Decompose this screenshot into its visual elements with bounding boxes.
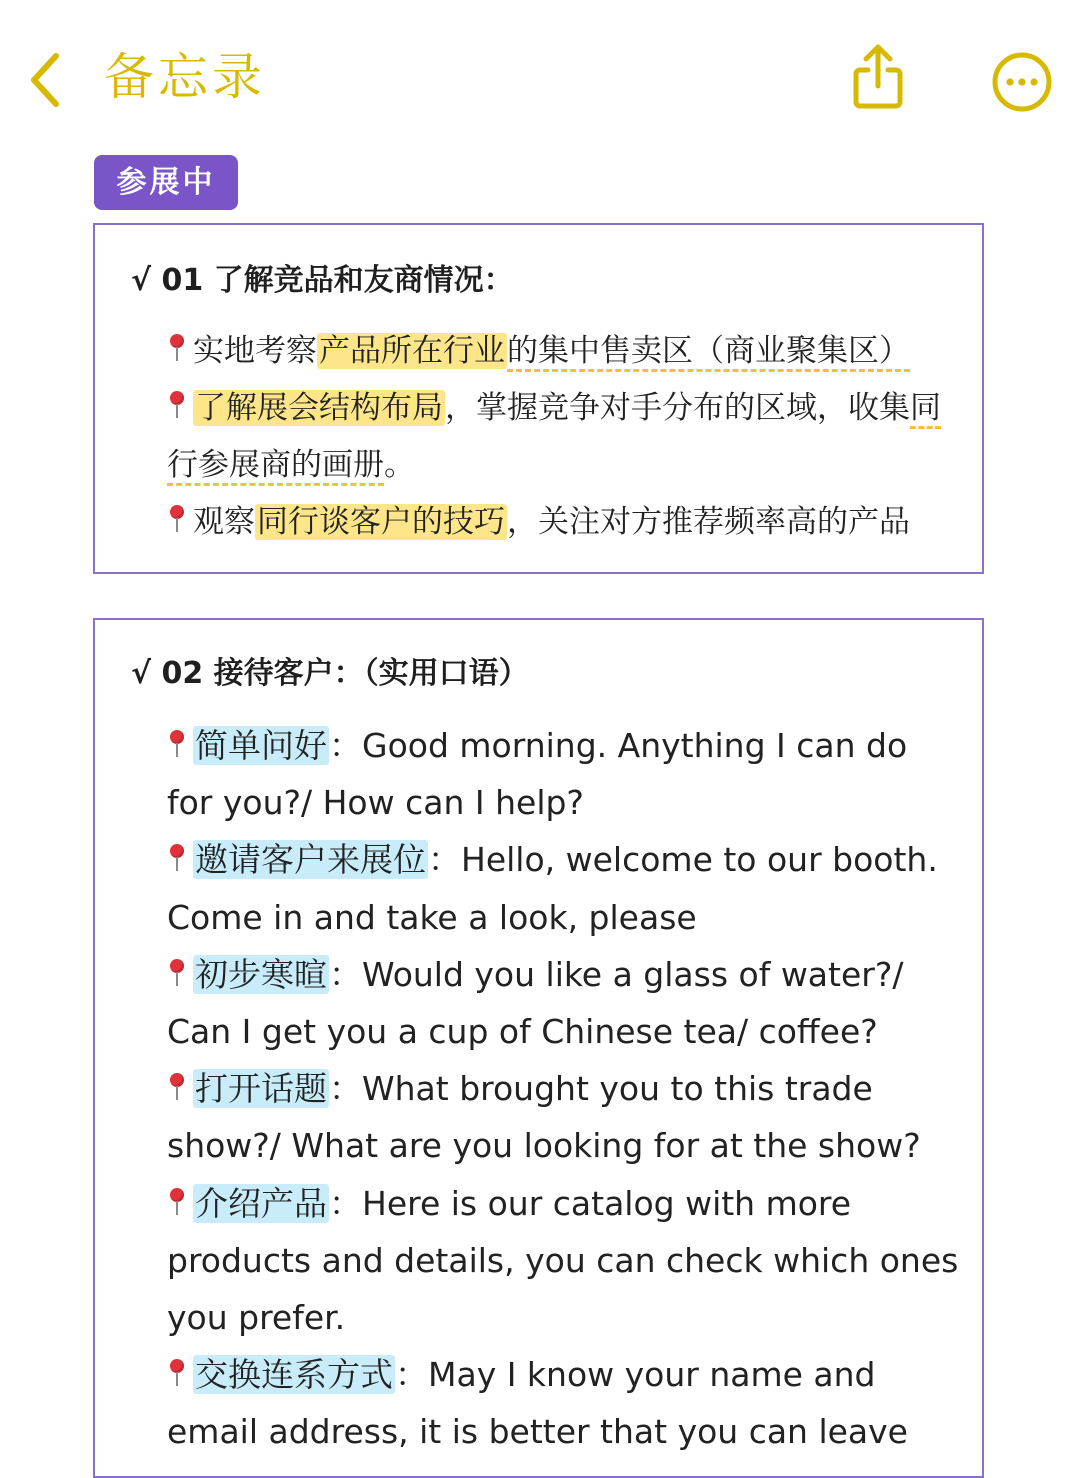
section-card-competitors: [93, 223, 984, 574]
list-item: [167, 380, 960, 494]
list-item: [167, 717, 960, 831]
pushpin-icon: [167, 729, 187, 759]
list-item: [167, 831, 960, 945]
phrase-label: 邀请客户来展位: [195, 840, 426, 880]
list-item: [167, 1175, 960, 1347]
item-text: 。: [384, 447, 415, 483]
phrase-label: 交换连系方式: [195, 1355, 393, 1395]
section-heading: √ 02 接待客户：（实用口语）: [131, 656, 529, 691]
phrase-text: ：What brought you to this trade show?/ What are you looking for at the show?: [167, 1069, 921, 1166]
more-button[interactable]: [990, 50, 1054, 114]
pushpin-icon: [167, 1358, 187, 1388]
phrase-text: ：Here is our catalog with more products and details, you can check which ones you prefer.: [167, 1183, 959, 1338]
pushpin-icon: [167, 843, 187, 873]
highlight-text: 了解展会结构布局: [195, 390, 443, 426]
highlight-text: 产品所在行业: [319, 333, 505, 369]
share-icon: [846, 40, 910, 114]
section-body: [167, 323, 960, 551]
pushpin-icon: [167, 333, 187, 363]
page-title: 备忘录: [104, 48, 266, 106]
section-card-reception: [93, 618, 984, 1478]
share-button[interactable]: [846, 40, 910, 114]
pushpin-icon: [167, 1072, 187, 1102]
list-item: [167, 494, 960, 551]
phrase-label: 简单问好: [195, 726, 327, 765]
phrase-text: ：Hello, welcome to our booth. Come in and take a look, please: [167, 840, 938, 937]
phrase-label: 打开话题: [195, 1069, 327, 1109]
chevron-left-icon: [24, 48, 68, 112]
item-text: 实地考察: [193, 333, 317, 369]
section-heading: √ 01 了解竞品和友商情况：: [131, 263, 514, 298]
underlined-text: 同行参展商的画册: [167, 390, 941, 483]
list-item: [167, 946, 960, 1060]
status-tag: 参展中: [94, 155, 238, 210]
item-text: ，掌握竞争对手分布的区域，收集: [445, 390, 910, 426]
phrase-label: 介绍产品: [195, 1183, 327, 1223]
phrase-text: ：May I know your name and email address, it is better that you can leave: [167, 1355, 908, 1452]
highlight-text: 同行谈客户的技巧: [257, 504, 505, 540]
list-item: [167, 323, 960, 380]
list-item: [167, 1060, 960, 1174]
item-text: 观察: [193, 504, 255, 540]
pushpin-icon: [167, 1187, 187, 1217]
back-button[interactable]: [24, 48, 68, 112]
more-circle-icon: [990, 50, 1054, 114]
pushpin-icon: [167, 958, 187, 988]
phrase-text: ：Would you like a glass of water?/ Can I get you a cup of Chinese tea/ coffee?: [167, 954, 904, 1052]
phrase-label: 初步寒暄: [195, 954, 327, 994]
list-item: [167, 1346, 960, 1460]
pushpin-icon: [167, 390, 187, 420]
underlined-text: 的集中售卖区（商业聚集区）: [507, 333, 910, 369]
phrase-text: ：Good morning. Anything I can do for you?/ How can I help?: [167, 726, 908, 823]
nav-bar: [0, 0, 1080, 150]
item-text: ，关注对方推荐频率高的产品: [507, 504, 910, 540]
section-body: [167, 717, 960, 1461]
pushpin-icon: [167, 504, 187, 534]
